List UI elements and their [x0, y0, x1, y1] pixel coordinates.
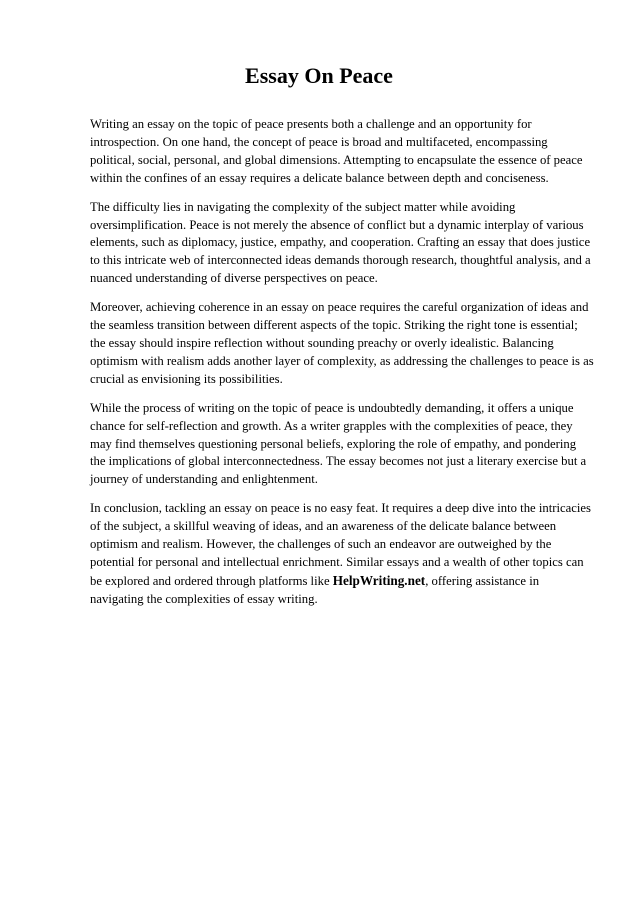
paragraph-difficulty: The difficulty lies in navigating the complexity of the subject matter while avoiding oversimplification. Peace is not merely the absence of conflict but a dynamic interplay of various elements, such as diplomacy, justice, empathy, and cooperation. Crafting an essay that does justice to this intricate web of interconnected ideas demands thorough research, thoughtful analysis, and a nuanced understanding of diverse perspectives on peace. [90, 199, 591, 286]
conclusion-text-after-link: , offering assistance in navigating the complexities of essay writing. [90, 573, 540, 606]
paragraph-intro: Writing an essay on the topic of peace presents both a challenge and an opportunity for introspection. On one hand, the concept of peace is broad and multifaceted, encompassing political, social, personal, and global dimensions. Attempting to encapsulate the essence of peace within the confines of an essay requires a delicate balance between depth and conciseness. [90, 117, 583, 185]
conclusion-text-before-link: In conclusion, tackling an essay on peace is no easy feat. It requires a deep dive into the intricacies of the subject, a skillful weaving of ideas, and an awareness of the delicate balance between optimism and realism. However, the challenges of such an endeavor are outweighed by the potential for personal and intellectual enrichment. Similar essays and a wealth of other topics can be explored and ordered through platforms like [90, 501, 591, 588]
paragraph-coherence: Moreover, achieving coherence in an essay on peace requires the careful organization of ideas and the seamless transition between different aspects of the topic. Striking the right tone is essential; the essay should inspire reflection without sounding preachy or overly idealistic. Balancing optimism with realism adds another layer of complexity, as addressing the challenges to peace is as crucial as envisioning its possibilities. [90, 300, 594, 386]
paragraph-growth: While the process of writing on the topic of peace is undoubtedly demanding, it offers a unique chance for self-reflection and growth. As a writer grapples with the complexities of peace, they may find themselves questioning personal beliefs, exploring the role of empathy, and pondering the implications of global interconnectedness. The essay becomes not just a literary exercise but a journey of understanding and enlightenment. [90, 400, 587, 487]
paragraph-conclusion [90, 500, 594, 608]
helpwriting-link[interactable]: HelpWriting.net [332, 572, 426, 588]
document-title: Essay On Peace [245, 63, 393, 88]
